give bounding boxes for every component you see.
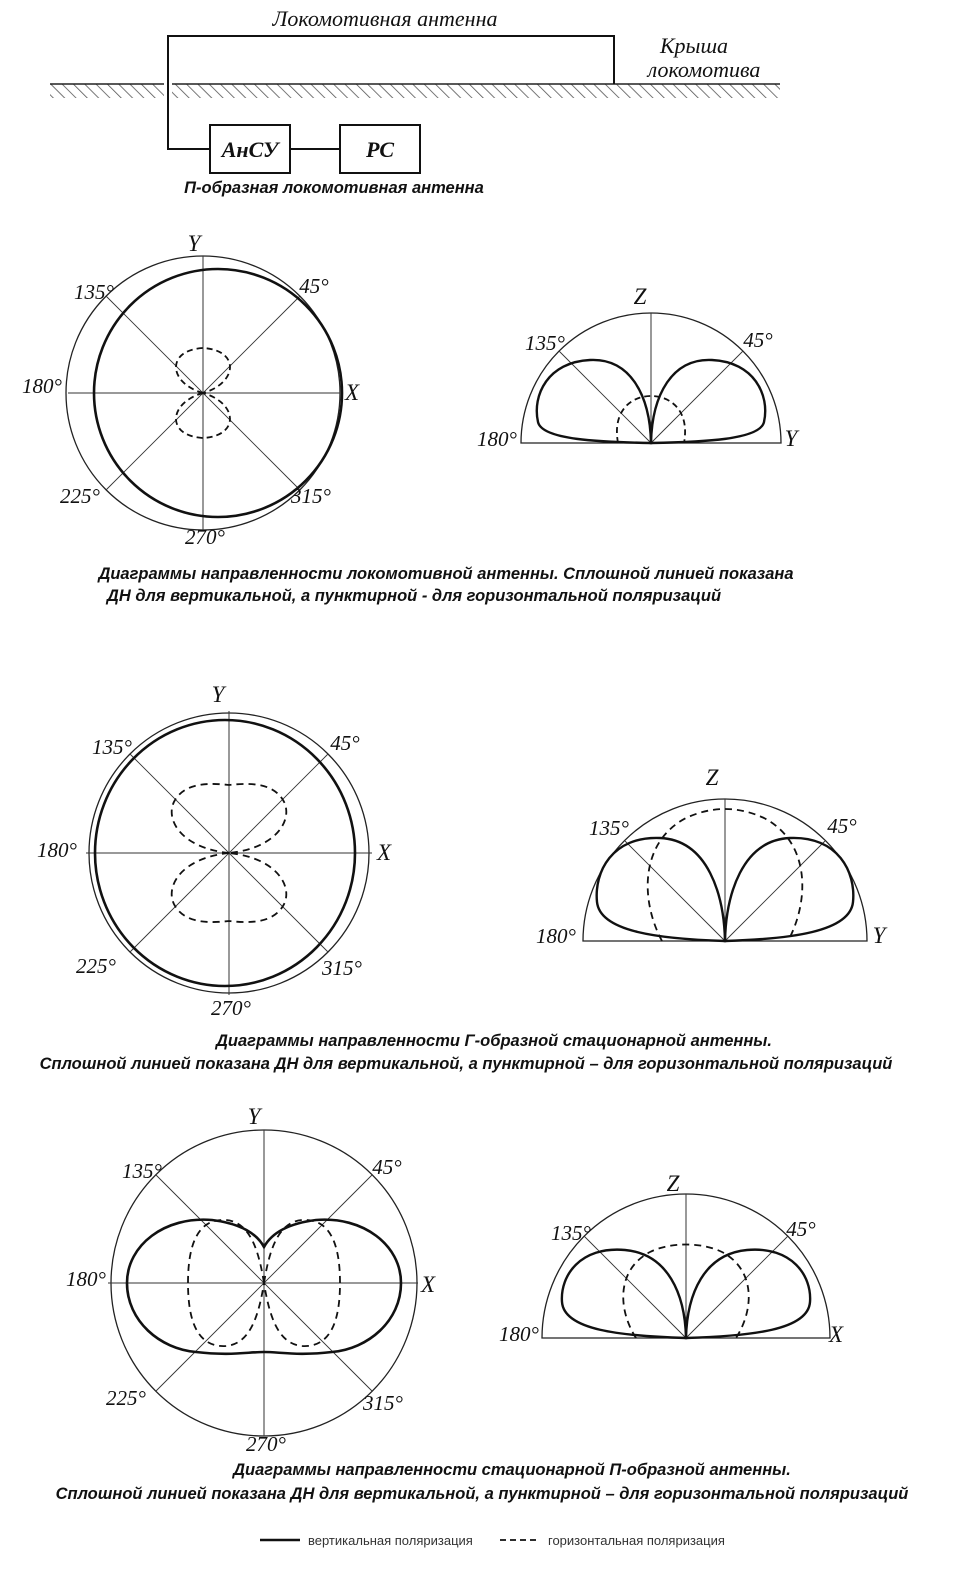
z-label: Z — [633, 284, 647, 309]
polar-chart-2 — [37, 682, 392, 1020]
label-270: 270° — [211, 996, 251, 1020]
label-270: 270° — [246, 1432, 286, 1456]
z-label: Z — [666, 1171, 680, 1196]
x-label: X — [376, 840, 392, 865]
caption-2-line2: Сплошной линией показана ДН для вертикальной, а пунктирной – для горизонтальной поляризаций — [39, 1055, 893, 1073]
label-135: 135° — [92, 735, 132, 759]
label-180-half: 180° — [477, 427, 517, 451]
roof-label-2: локомотива — [647, 57, 761, 82]
caption-1-line2: ДН для вертикальной, а пунктирной - для горизонтальной поляризаций — [106, 587, 722, 605]
y-label: Y — [187, 231, 201, 256]
x-label: X — [344, 380, 360, 405]
caption-3-line1: Диаграммы направленности стационарной П-образной антенны. — [233, 1461, 791, 1479]
label-180: 180° — [66, 1267, 106, 1291]
label-45-half: 45° — [743, 328, 773, 352]
rs-label: РС — [365, 137, 395, 162]
polar-chart-3 — [66, 1104, 436, 1456]
roof-hatch-left — [50, 84, 164, 98]
solid-lobe-right — [725, 838, 853, 941]
solid-lobe-right — [686, 1250, 810, 1338]
solid-lobe-left — [597, 838, 725, 941]
roof-hatch-right — [172, 84, 780, 98]
label-45: 45° — [372, 1155, 402, 1179]
schematic-caption: П-образная локомотивная антенна — [184, 179, 484, 197]
legend-dashed-label: горизонтальная поляризация — [548, 1533, 725, 1548]
ansu-label: АнСУ — [221, 137, 279, 162]
label-315: 315° — [322, 956, 362, 980]
label-135-half: 135° — [551, 1221, 591, 1245]
label-180: 180° — [22, 374, 62, 398]
legend-solid-label: вертикальная поляризация — [308, 1533, 473, 1548]
y-label: Y — [247, 1104, 261, 1129]
legend — [260, 1533, 725, 1548]
label-315: 315° — [363, 1391, 403, 1415]
polar-chart-1 — [22, 231, 360, 549]
polar-half-chart-3 — [499, 1171, 844, 1347]
solid-lobe-left — [537, 360, 651, 443]
label-180-half: 180° — [536, 924, 576, 948]
x-label: X — [420, 1272, 436, 1297]
label-315: 315° — [291, 484, 331, 508]
label-225: 225° — [76, 954, 116, 978]
label-45-half: 45° — [786, 1217, 816, 1241]
label-180: 180° — [37, 838, 77, 862]
z-label: Z — [705, 765, 719, 790]
y-label-half: Y — [872, 923, 886, 948]
y-label: Y — [211, 682, 225, 707]
label-135-half: 135° — [525, 331, 565, 355]
caption-3-line2: Сплошной линией показана ДН для вертикальной, а пунктирной – для горизонтальной поляризаций — [55, 1485, 909, 1503]
label-180-half: 180° — [499, 1322, 539, 1346]
diag-45 — [651, 351, 743, 443]
label-45: 45° — [330, 731, 360, 755]
polar-half-chart-1 — [477, 284, 800, 451]
label-45-half: 45° — [827, 814, 857, 838]
solid-lobe-left — [562, 1250, 686, 1338]
label-45: 45° — [299, 274, 329, 298]
label-270: 270° — [185, 525, 225, 549]
caption-1-line1: Диаграммы направленности локомотивной антенны. Сплошной линией показана — [98, 565, 794, 583]
solid-lobe-right — [651, 360, 765, 443]
label-225: 225° — [60, 484, 100, 508]
diag-45 — [725, 841, 825, 941]
x-label-half: X — [828, 1322, 844, 1347]
label-135: 135° — [122, 1159, 162, 1183]
diag-135 — [625, 841, 725, 941]
roof-label-1: Крыша — [659, 33, 729, 58]
y-label-half: Y — [784, 426, 798, 451]
caption-2-line1: Диаграммы направленности Г-образной стационарной антенны. — [216, 1032, 772, 1050]
label-135: 135° — [74, 280, 114, 304]
antenna-schematic — [50, 6, 780, 197]
diag-135 — [559, 351, 651, 443]
antenna-title: Локомотивная антенна — [272, 6, 498, 31]
polar-half-chart-2 — [536, 765, 888, 948]
label-135-half: 135° — [589, 816, 629, 840]
label-225: 225° — [106, 1386, 146, 1410]
